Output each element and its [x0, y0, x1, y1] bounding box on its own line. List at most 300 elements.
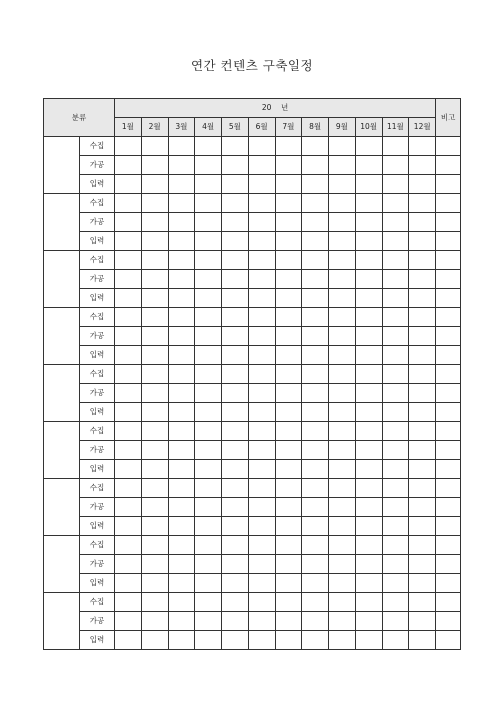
month-cell[interactable]	[141, 213, 168, 232]
month-cell[interactable]	[141, 631, 168, 650]
month-cell[interactable]	[168, 270, 195, 289]
month-cell[interactable]	[222, 289, 249, 308]
month-cell[interactable]	[409, 555, 436, 574]
month-cell[interactable]	[382, 346, 409, 365]
month-cell[interactable]	[168, 346, 195, 365]
month-cell[interactable]	[329, 289, 356, 308]
month-cell[interactable]	[409, 175, 436, 194]
month-cell[interactable]	[275, 441, 302, 460]
month-cell[interactable]	[355, 631, 382, 650]
month-cell[interactable]	[195, 536, 222, 555]
month-cell[interactable]	[168, 593, 195, 612]
month-cell[interactable]	[222, 270, 249, 289]
month-cell[interactable]	[248, 213, 275, 232]
month-cell[interactable]	[141, 270, 168, 289]
month-cell[interactable]	[409, 517, 436, 536]
month-cell[interactable]	[275, 384, 302, 403]
month-cell[interactable]	[409, 631, 436, 650]
month-cell[interactable]	[275, 137, 302, 156]
month-cell[interactable]	[195, 194, 222, 213]
remarks-cell[interactable]	[436, 384, 461, 403]
remarks-cell[interactable]	[436, 422, 461, 441]
month-cell[interactable]	[382, 631, 409, 650]
month-cell[interactable]	[222, 574, 249, 593]
remarks-cell[interactable]	[436, 327, 461, 346]
remarks-cell[interactable]	[436, 612, 461, 631]
month-cell[interactable]	[329, 156, 356, 175]
month-cell[interactable]	[141, 479, 168, 498]
month-cell[interactable]	[195, 517, 222, 536]
remarks-cell[interactable]	[436, 460, 461, 479]
month-cell[interactable]	[329, 403, 356, 422]
month-cell[interactable]	[302, 232, 329, 251]
month-cell[interactable]	[302, 574, 329, 593]
month-cell[interactable]	[409, 460, 436, 479]
month-cell[interactable]	[222, 460, 249, 479]
month-cell[interactable]	[115, 137, 142, 156]
month-cell[interactable]	[115, 346, 142, 365]
month-cell[interactable]	[275, 403, 302, 422]
month-cell[interactable]	[355, 441, 382, 460]
month-cell[interactable]	[115, 289, 142, 308]
month-cell[interactable]	[355, 327, 382, 346]
month-cell[interactable]	[195, 479, 222, 498]
month-cell[interactable]	[409, 251, 436, 270]
month-cell[interactable]	[222, 555, 249, 574]
month-cell[interactable]	[168, 555, 195, 574]
month-cell[interactable]	[382, 441, 409, 460]
month-cell[interactable]	[275, 232, 302, 251]
month-cell[interactable]	[355, 213, 382, 232]
month-cell[interactable]	[329, 251, 356, 270]
month-cell[interactable]	[382, 536, 409, 555]
month-cell[interactable]	[222, 536, 249, 555]
month-cell[interactable]	[141, 384, 168, 403]
month-cell[interactable]	[168, 422, 195, 441]
month-cell[interactable]	[248, 289, 275, 308]
month-cell[interactable]	[222, 327, 249, 346]
month-cell[interactable]	[329, 137, 356, 156]
month-cell[interactable]	[248, 175, 275, 194]
month-cell[interactable]	[115, 422, 142, 441]
month-cell[interactable]	[115, 498, 142, 517]
month-cell[interactable]	[355, 346, 382, 365]
month-cell[interactable]	[275, 346, 302, 365]
month-cell[interactable]	[382, 251, 409, 270]
month-cell[interactable]	[302, 213, 329, 232]
month-cell[interactable]	[409, 403, 436, 422]
month-cell[interactable]	[275, 536, 302, 555]
month-cell[interactable]	[302, 156, 329, 175]
month-cell[interactable]	[329, 365, 356, 384]
month-cell[interactable]	[329, 270, 356, 289]
month-cell[interactable]	[355, 384, 382, 403]
month-cell[interactable]	[168, 156, 195, 175]
month-cell[interactable]	[275, 175, 302, 194]
month-cell[interactable]	[275, 631, 302, 650]
month-cell[interactable]	[141, 574, 168, 593]
month-cell[interactable]	[141, 593, 168, 612]
month-cell[interactable]	[222, 175, 249, 194]
remarks-cell[interactable]	[436, 403, 461, 422]
month-cell[interactable]	[302, 498, 329, 517]
month-cell[interactable]	[141, 327, 168, 346]
month-cell[interactable]	[195, 175, 222, 194]
remarks-cell[interactable]	[436, 574, 461, 593]
month-cell[interactable]	[195, 213, 222, 232]
month-cell[interactable]	[115, 251, 142, 270]
month-cell[interactable]	[275, 555, 302, 574]
month-cell[interactable]	[302, 422, 329, 441]
month-cell[interactable]	[382, 403, 409, 422]
month-cell[interactable]	[222, 479, 249, 498]
month-cell[interactable]	[382, 593, 409, 612]
month-cell[interactable]	[115, 270, 142, 289]
month-cell[interactable]	[409, 574, 436, 593]
month-cell[interactable]	[409, 137, 436, 156]
month-cell[interactable]	[195, 555, 222, 574]
month-cell[interactable]	[329, 327, 356, 346]
month-cell[interactable]	[275, 289, 302, 308]
month-cell[interactable]	[141, 441, 168, 460]
month-cell[interactable]	[302, 384, 329, 403]
month-cell[interactable]	[115, 593, 142, 612]
month-cell[interactable]	[275, 327, 302, 346]
month-cell[interactable]	[222, 441, 249, 460]
category-cell[interactable]	[44, 308, 80, 365]
month-cell[interactable]	[222, 365, 249, 384]
month-cell[interactable]	[302, 612, 329, 631]
month-cell[interactable]	[382, 384, 409, 403]
month-cell[interactable]	[195, 251, 222, 270]
remarks-cell[interactable]	[436, 251, 461, 270]
month-cell[interactable]	[302, 631, 329, 650]
month-cell[interactable]	[302, 536, 329, 555]
month-cell[interactable]	[195, 384, 222, 403]
month-cell[interactable]	[302, 593, 329, 612]
month-cell[interactable]	[195, 498, 222, 517]
month-cell[interactable]	[168, 213, 195, 232]
month-cell[interactable]	[195, 346, 222, 365]
month-cell[interactable]	[115, 384, 142, 403]
month-cell[interactable]	[409, 213, 436, 232]
month-cell[interactable]	[329, 232, 356, 251]
category-cell[interactable]	[44, 479, 80, 536]
month-cell[interactable]	[168, 175, 195, 194]
month-cell[interactable]	[302, 270, 329, 289]
month-cell[interactable]	[355, 403, 382, 422]
category-cell[interactable]	[44, 251, 80, 308]
month-cell[interactable]	[115, 403, 142, 422]
month-cell[interactable]	[302, 251, 329, 270]
month-cell[interactable]	[248, 536, 275, 555]
month-cell[interactable]	[382, 175, 409, 194]
month-cell[interactable]	[141, 308, 168, 327]
month-cell[interactable]	[115, 517, 142, 536]
month-cell[interactable]	[275, 308, 302, 327]
month-cell[interactable]	[409, 194, 436, 213]
month-cell[interactable]	[115, 213, 142, 232]
month-cell[interactable]	[382, 517, 409, 536]
month-cell[interactable]	[409, 327, 436, 346]
month-cell[interactable]	[248, 593, 275, 612]
remarks-cell[interactable]	[436, 194, 461, 213]
month-cell[interactable]	[302, 460, 329, 479]
month-cell[interactable]	[115, 365, 142, 384]
month-cell[interactable]	[355, 270, 382, 289]
month-cell[interactable]	[302, 441, 329, 460]
month-cell[interactable]	[141, 403, 168, 422]
month-cell[interactable]	[222, 308, 249, 327]
month-cell[interactable]	[168, 612, 195, 631]
month-cell[interactable]	[355, 289, 382, 308]
month-cell[interactable]	[329, 213, 356, 232]
month-cell[interactable]	[115, 612, 142, 631]
month-cell[interactable]	[141, 517, 168, 536]
month-cell[interactable]	[141, 289, 168, 308]
month-cell[interactable]	[302, 308, 329, 327]
month-cell[interactable]	[355, 517, 382, 536]
month-cell[interactable]	[409, 479, 436, 498]
month-cell[interactable]	[222, 517, 249, 536]
month-cell[interactable]	[195, 289, 222, 308]
month-cell[interactable]	[382, 479, 409, 498]
month-cell[interactable]	[168, 479, 195, 498]
month-cell[interactable]	[275, 270, 302, 289]
month-cell[interactable]	[409, 384, 436, 403]
month-cell[interactable]	[222, 422, 249, 441]
month-cell[interactable]	[329, 593, 356, 612]
month-cell[interactable]	[222, 156, 249, 175]
month-cell[interactable]	[195, 156, 222, 175]
month-cell[interactable]	[382, 289, 409, 308]
month-cell[interactable]	[302, 346, 329, 365]
month-cell[interactable]	[222, 631, 249, 650]
remarks-cell[interactable]	[436, 137, 461, 156]
month-cell[interactable]	[355, 232, 382, 251]
month-cell[interactable]	[141, 251, 168, 270]
month-cell[interactable]	[275, 498, 302, 517]
month-cell[interactable]	[195, 232, 222, 251]
month-cell[interactable]	[329, 631, 356, 650]
month-cell[interactable]	[195, 593, 222, 612]
month-cell[interactable]	[222, 593, 249, 612]
month-cell[interactable]	[382, 365, 409, 384]
month-cell[interactable]	[195, 574, 222, 593]
month-cell[interactable]	[248, 308, 275, 327]
month-cell[interactable]	[409, 365, 436, 384]
month-cell[interactable]	[329, 536, 356, 555]
month-cell[interactable]	[355, 194, 382, 213]
remarks-cell[interactable]	[436, 479, 461, 498]
remarks-cell[interactable]	[436, 517, 461, 536]
month-cell[interactable]	[382, 308, 409, 327]
month-cell[interactable]	[248, 365, 275, 384]
month-cell[interactable]	[329, 612, 356, 631]
month-cell[interactable]	[141, 194, 168, 213]
remarks-cell[interactable]	[436, 631, 461, 650]
month-cell[interactable]	[302, 194, 329, 213]
month-cell[interactable]	[382, 232, 409, 251]
month-cell[interactable]	[195, 137, 222, 156]
month-cell[interactable]	[195, 631, 222, 650]
month-cell[interactable]	[141, 422, 168, 441]
month-cell[interactable]	[329, 308, 356, 327]
month-cell[interactable]	[248, 403, 275, 422]
month-cell[interactable]	[329, 175, 356, 194]
category-cell[interactable]	[44, 194, 80, 251]
month-cell[interactable]	[168, 232, 195, 251]
month-cell[interactable]	[141, 137, 168, 156]
month-cell[interactable]	[382, 422, 409, 441]
month-cell[interactable]	[355, 175, 382, 194]
month-cell[interactable]	[168, 308, 195, 327]
month-cell[interactable]	[329, 346, 356, 365]
month-cell[interactable]	[355, 156, 382, 175]
month-cell[interactable]	[168, 631, 195, 650]
month-cell[interactable]	[222, 498, 249, 517]
month-cell[interactable]	[275, 612, 302, 631]
month-cell[interactable]	[329, 479, 356, 498]
month-cell[interactable]	[115, 175, 142, 194]
month-cell[interactable]	[382, 574, 409, 593]
month-cell[interactable]	[329, 422, 356, 441]
month-cell[interactable]	[355, 612, 382, 631]
month-cell[interactable]	[248, 346, 275, 365]
month-cell[interactable]	[115, 555, 142, 574]
remarks-cell[interactable]	[436, 536, 461, 555]
month-cell[interactable]	[141, 460, 168, 479]
month-cell[interactable]	[141, 555, 168, 574]
month-cell[interactable]	[409, 422, 436, 441]
remarks-cell[interactable]	[436, 232, 461, 251]
month-cell[interactable]	[195, 441, 222, 460]
month-cell[interactable]	[115, 194, 142, 213]
month-cell[interactable]	[248, 498, 275, 517]
month-cell[interactable]	[382, 137, 409, 156]
month-cell[interactable]	[302, 289, 329, 308]
month-cell[interactable]	[409, 232, 436, 251]
remarks-cell[interactable]	[436, 289, 461, 308]
month-cell[interactable]	[248, 479, 275, 498]
remarks-cell[interactable]	[436, 498, 461, 517]
month-cell[interactable]	[141, 232, 168, 251]
month-cell[interactable]	[115, 327, 142, 346]
month-cell[interactable]	[115, 631, 142, 650]
remarks-cell[interactable]	[436, 441, 461, 460]
month-cell[interactable]	[409, 156, 436, 175]
month-cell[interactable]	[168, 460, 195, 479]
month-cell[interactable]	[115, 536, 142, 555]
category-cell[interactable]	[44, 137, 80, 194]
month-cell[interactable]	[141, 536, 168, 555]
month-cell[interactable]	[302, 517, 329, 536]
month-cell[interactable]	[329, 555, 356, 574]
month-cell[interactable]	[355, 479, 382, 498]
month-cell[interactable]	[275, 365, 302, 384]
month-cell[interactable]	[195, 270, 222, 289]
month-cell[interactable]	[355, 593, 382, 612]
month-cell[interactable]	[409, 441, 436, 460]
month-cell[interactable]	[248, 574, 275, 593]
month-cell[interactable]	[222, 403, 249, 422]
month-cell[interactable]	[168, 536, 195, 555]
remarks-cell[interactable]	[436, 593, 461, 612]
month-cell[interactable]	[382, 327, 409, 346]
month-cell[interactable]	[141, 498, 168, 517]
month-cell[interactable]	[168, 517, 195, 536]
month-cell[interactable]	[222, 346, 249, 365]
month-cell[interactable]	[355, 137, 382, 156]
month-cell[interactable]	[115, 479, 142, 498]
month-cell[interactable]	[115, 574, 142, 593]
month-cell[interactable]	[382, 498, 409, 517]
month-cell[interactable]	[168, 403, 195, 422]
month-cell[interactable]	[329, 574, 356, 593]
month-cell[interactable]	[115, 441, 142, 460]
month-cell[interactable]	[275, 479, 302, 498]
month-cell[interactable]	[382, 194, 409, 213]
month-cell[interactable]	[248, 631, 275, 650]
month-cell[interactable]	[382, 156, 409, 175]
remarks-cell[interactable]	[436, 555, 461, 574]
remarks-cell[interactable]	[436, 346, 461, 365]
month-cell[interactable]	[195, 308, 222, 327]
remarks-cell[interactable]	[436, 156, 461, 175]
month-cell[interactable]	[302, 175, 329, 194]
month-cell[interactable]	[409, 308, 436, 327]
month-cell[interactable]	[275, 156, 302, 175]
month-cell[interactable]	[195, 460, 222, 479]
month-cell[interactable]	[329, 517, 356, 536]
month-cell[interactable]	[248, 612, 275, 631]
month-cell[interactable]	[355, 555, 382, 574]
month-cell[interactable]	[248, 460, 275, 479]
month-cell[interactable]	[195, 365, 222, 384]
month-cell[interactable]	[409, 270, 436, 289]
month-cell[interactable]	[115, 460, 142, 479]
month-cell[interactable]	[222, 232, 249, 251]
month-cell[interactable]	[355, 422, 382, 441]
month-cell[interactable]	[302, 555, 329, 574]
month-cell[interactable]	[168, 194, 195, 213]
month-cell[interactable]	[329, 194, 356, 213]
remarks-cell[interactable]	[436, 270, 461, 289]
month-cell[interactable]	[248, 555, 275, 574]
month-cell[interactable]	[329, 441, 356, 460]
month-cell[interactable]	[302, 365, 329, 384]
month-cell[interactable]	[141, 346, 168, 365]
month-cell[interactable]	[275, 574, 302, 593]
month-cell[interactable]	[275, 194, 302, 213]
month-cell[interactable]	[248, 327, 275, 346]
month-cell[interactable]	[275, 517, 302, 536]
month-cell[interactable]	[115, 232, 142, 251]
month-cell[interactable]	[355, 365, 382, 384]
month-cell[interactable]	[409, 593, 436, 612]
month-cell[interactable]	[275, 422, 302, 441]
month-cell[interactable]	[355, 498, 382, 517]
month-cell[interactable]	[382, 612, 409, 631]
month-cell[interactable]	[355, 308, 382, 327]
month-cell[interactable]	[329, 498, 356, 517]
month-cell[interactable]	[168, 574, 195, 593]
category-cell[interactable]	[44, 365, 80, 422]
month-cell[interactable]	[248, 137, 275, 156]
month-cell[interactable]	[248, 517, 275, 536]
month-cell[interactable]	[409, 289, 436, 308]
month-cell[interactable]	[382, 460, 409, 479]
